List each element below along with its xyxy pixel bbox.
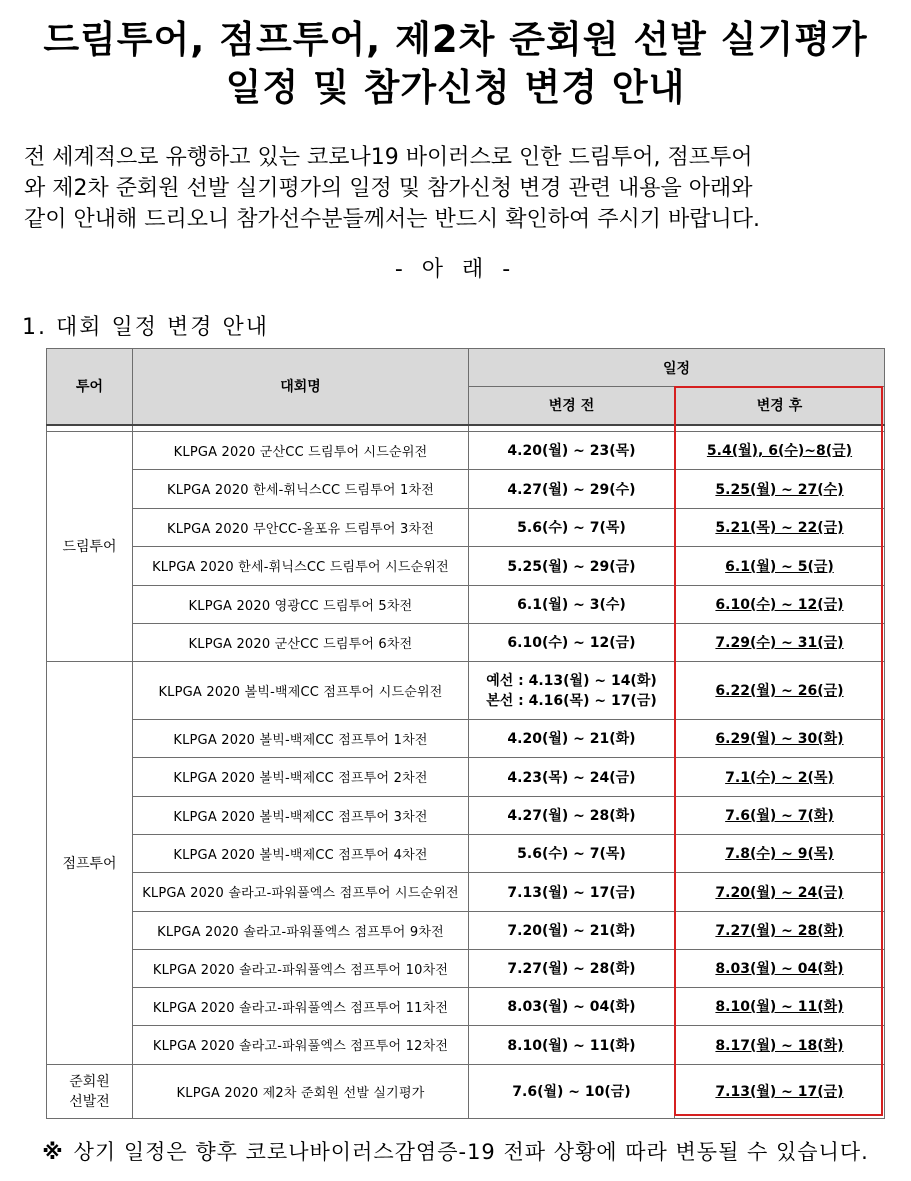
- header-schedule: 일정: [469, 349, 885, 387]
- date-before: 7.27(월) ~ 28(화): [469, 949, 675, 987]
- date-before: 5.6(수) ~ 7(목): [469, 508, 675, 546]
- date-before: 6.10(수) ~ 12(금): [469, 623, 675, 661]
- table-row: [47, 911, 885, 949]
- footnote-text: 상기 일정은 향후 코로나바이러스감염증-19 전파 상황에 따라 변동될 수 있습니다.: [73, 1140, 869, 1164]
- footnote: [0, 1136, 911, 1166]
- header-event: 대회명: [133, 349, 469, 425]
- date-before: 4.20(월) ~ 21(화): [469, 719, 675, 757]
- date-after: 8.10(월) ~ 11(화): [715, 999, 844, 1015]
- below-marker: - 아 래 -: [394, 257, 517, 282]
- date-before: 4.27(월) ~ 29(수): [469, 469, 675, 508]
- table-row: [47, 546, 885, 585]
- event-name: KLPGA 2020 솔라고-파워풀엑스 점프투어 시드순위전: [133, 872, 469, 911]
- table-row: [47, 949, 885, 987]
- table-row: [47, 757, 885, 796]
- event-name: KLPGA 2020 제2차 준회원 선발 실기평가: [133, 1064, 469, 1118]
- date-before: 6.1(월) ~ 3(수): [469, 585, 675, 623]
- intro-line-3: 같이 안내해 드리오니 참가선수분들께서는 반드시 확인하여 주시기 바랍니다.: [24, 207, 761, 232]
- date-before: 7.13(월) ~ 17(금): [469, 872, 675, 911]
- date-before-prelim: 예선 : 4.13(월) ~ 14(화): [486, 673, 657, 689]
- tour-cell-dream: 드림투어: [47, 431, 133, 661]
- table-row: [47, 1064, 885, 1118]
- tour-label-line-1: 준회원: [69, 1074, 110, 1090]
- table-row: [47, 796, 885, 834]
- date-after: 6.1(월) ~ 5(금): [725, 558, 834, 575]
- table-row: [47, 872, 885, 911]
- event-name: KLPGA 2020 군산CC 드림투어 시드순위전: [133, 431, 469, 469]
- tour-label-line-2: 선발전: [69, 1094, 110, 1110]
- document-title-line-2: 일정 및 참가신청 변경 안내: [225, 66, 686, 109]
- section-heading: 1. 대회 일정 변경 안내: [22, 315, 269, 340]
- date-after: 7.29(수) ~ 31(금): [715, 635, 844, 651]
- date-after: 6.10(수) ~ 12(금): [715, 597, 844, 613]
- event-name: KLPGA 2020 한세-휘닉스CC 드림투어 시드순위전: [133, 546, 469, 585]
- date-after: 5.4(월), 6(수)~8(금): [706, 443, 853, 459]
- date-before: 5.25(월) ~ 29(금): [469, 546, 675, 585]
- table-row: [47, 469, 885, 508]
- date-before: 7.20(월) ~ 21(화): [469, 911, 675, 949]
- date-after: 6.22(월) ~ 26(금): [715, 683, 844, 699]
- date-before: 8.03(월) ~ 04(화): [469, 987, 675, 1025]
- document-title-line-1: 드림투어, 점프투어, 제2차 준회원 선발 실기평가: [43, 18, 868, 61]
- event-name: KLPGA 2020 군산CC 드림투어 6차전: [133, 623, 469, 661]
- date-after: 7.8(수) ~ 9(목): [725, 846, 834, 862]
- date-after: 7.13(월) ~ 17(금): [715, 1084, 844, 1100]
- event-name: KLPGA 2020 볼빅-백제CC 점프투어 1차전: [133, 719, 469, 757]
- date-after: 5.25(월) ~ 27(수): [715, 481, 844, 498]
- schedule-table: [46, 348, 885, 1119]
- tour-cell-jump: 점프투어: [47, 661, 133, 1064]
- event-name: KLPGA 2020 솔라고-파워풀엑스 점프투어 9차전: [133, 911, 469, 949]
- date-before-multi: [469, 661, 675, 719]
- date-after: 7.27(월) ~ 28(화): [715, 923, 844, 939]
- table-row: [47, 661, 885, 719]
- event-name: KLPGA 2020 볼빅-백제CC 점프투어 시드순위전: [133, 661, 469, 719]
- reference-mark-icon: ※: [42, 1140, 64, 1164]
- date-before: 4.20(월) ~ 23(목): [469, 431, 675, 469]
- date-before: 8.10(월) ~ 11(화): [469, 1025, 675, 1064]
- event-name: KLPGA 2020 볼빅-백제CC 점프투어 2차전: [133, 757, 469, 796]
- event-name: KLPGA 2020 한세-휘닉스CC 드림투어 1차전: [133, 469, 469, 508]
- date-before: 4.27(월) ~ 28(화): [469, 796, 675, 834]
- event-name: KLPGA 2020 솔라고-파워풀엑스 점프투어 10차전: [133, 949, 469, 987]
- table-row: [47, 431, 885, 469]
- intro-line-2: 와 제2차 준회원 선발 실기평가의 일정 및 참가신청 변경 관련 내용을 아래와: [24, 176, 753, 201]
- header-tour: 투어: [47, 349, 133, 425]
- event-name: KLPGA 2020 볼빅-백제CC 점프투어 3차전: [133, 796, 469, 834]
- header-after: 변경 후: [675, 387, 885, 425]
- date-before: 7.6(월) ~ 10(금): [469, 1064, 675, 1118]
- tour-cell-associate: [47, 1064, 133, 1118]
- table-row: [47, 623, 885, 661]
- table-row: [47, 834, 885, 872]
- table-row: [47, 719, 885, 757]
- event-name: KLPGA 2020 볼빅-백제CC 점프투어 4차전: [133, 834, 469, 872]
- date-after: 5.21(목) ~ 22(금): [715, 520, 844, 536]
- date-after: 8.03(월) ~ 04(화): [715, 961, 844, 977]
- date-after: 8.17(월) ~ 18(화): [715, 1037, 844, 1054]
- date-after: 6.29(월) ~ 30(화): [715, 731, 844, 747]
- event-name: KLPGA 2020 솔라고-파워풀엑스 점프투어 12차전: [133, 1025, 469, 1064]
- date-before: 5.6(수) ~ 7(목): [469, 834, 675, 872]
- event-name: KLPGA 2020 영광CC 드림투어 5차전: [133, 585, 469, 623]
- date-before-final: 본선 : 4.16(목) ~ 17(금): [486, 693, 657, 709]
- table-row: [47, 987, 885, 1025]
- event-name: KLPGA 2020 솔라고-파워풀엑스 점프투어 11차전: [133, 987, 469, 1025]
- table-row: [47, 1025, 885, 1064]
- header-before: 변경 전: [469, 387, 675, 425]
- intro-line-1: 전 세계적으로 유행하고 있는 코로나19 바이러스로 인한 드림투어, 점프투어: [24, 145, 753, 170]
- table-row: [47, 585, 885, 623]
- date-after: 7.6(월) ~ 7(화): [725, 808, 834, 824]
- event-name: KLPGA 2020 무안CC-올포유 드림투어 3차전: [133, 508, 469, 546]
- date-after: 7.1(수) ~ 2(목): [725, 769, 834, 786]
- date-before: 4.23(목) ~ 24(금): [469, 757, 675, 796]
- date-after: 7.20(월) ~ 24(금): [715, 884, 844, 901]
- table-row: [47, 508, 885, 546]
